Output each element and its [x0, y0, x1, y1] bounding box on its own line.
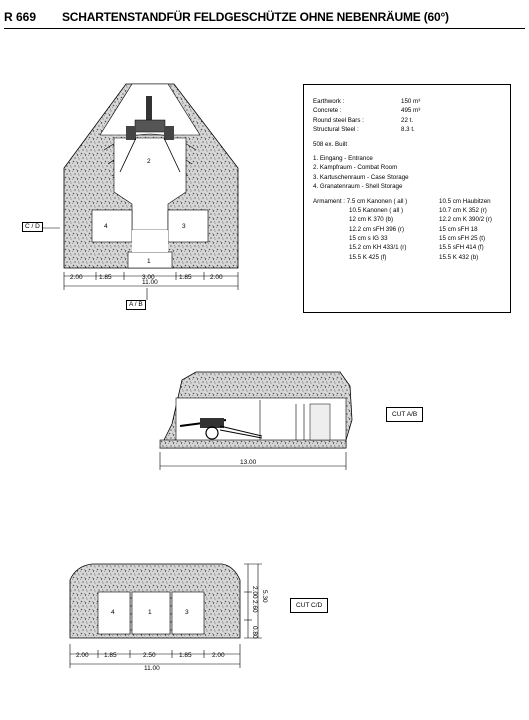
spec-row: Concrete : 495 m³	[313, 107, 421, 115]
plan-room-3: 3	[182, 223, 186, 230]
plan-dim-2: 1.85	[99, 274, 112, 281]
plan-dim-5: 2.00	[210, 274, 223, 281]
armament-row: Armament : 7.5 cm Kanonen ( all ) 10.5 cm Haubitzen	[313, 197, 491, 205]
spec-box	[303, 84, 511, 313]
armament-row: 12 cm K 370 (b) 12.2 cm K 390/2 (r)	[349, 216, 492, 224]
cut-cd-label: CUT C/D	[290, 598, 328, 613]
room-legend-item: 1. Eingang - Entrance	[313, 154, 373, 162]
cutcd-dim-2: 1.85	[104, 652, 117, 659]
cut-ab-total: 13.00	[240, 459, 257, 466]
cutcd-dim-1: 2.00	[76, 652, 89, 659]
built-count: 508 ex. Built	[313, 140, 348, 148]
section-marker-ab: A / B	[126, 300, 146, 310]
armament-row: 15.5 K 425 (f) 15.5 K 432 (b)	[349, 253, 479, 261]
armament-row: 15.2 cm KH 433/1 (r) 15.5 sFH 414 (f)	[349, 244, 484, 252]
room-legend-item: 4. Granatenraum - Shell Storage	[313, 183, 403, 191]
plan-room-4: 4	[104, 223, 108, 230]
room-legend-item: 2. Kampfraum - Combat Room	[313, 164, 398, 172]
section-marker-cd: C / D	[22, 222, 43, 232]
page-title: SCHARTENSTANDFÜR FELDGESCHÜTZE OHNE NEBENRÄUME (60°)	[62, 10, 449, 24]
cutcd-vdim-2: 2.60	[251, 600, 258, 613]
cutcd-room-1: 1	[148, 609, 152, 616]
cutcd-vdim-total: 5.30	[261, 590, 268, 603]
cutcd-dim-5: 2.00	[212, 652, 225, 659]
cutcd-room-3: 3	[185, 609, 189, 616]
spec-row: Structural Steel : 8.3 t.	[313, 126, 415, 134]
plan-dim-total: 11.00	[142, 279, 158, 286]
plan-dim-1: 2.00	[70, 274, 83, 281]
cutcd-room-4: 4	[111, 609, 115, 616]
armament-row: 10.5 Kanonen ( all ) 10.7 cm K 352 (r)	[349, 206, 487, 214]
spec-row: Earthwork : 150 m³	[313, 98, 421, 105]
plan-room-2: 2	[147, 158, 151, 165]
plan-dim-4: 1.85	[179, 274, 192, 281]
cut-ab-section	[160, 372, 352, 470]
armament-row: 15 cm s IG 33 15 cm sFH 25 (t)	[349, 235, 486, 243]
plan-view	[36, 84, 238, 300]
plan-code: R 669	[4, 10, 37, 24]
cutcd-dim-4: 1.85	[179, 652, 192, 659]
plan-dim-3: 3.00	[142, 274, 155, 281]
cut-cd-section	[70, 564, 268, 672]
cutcd-dim-total: 11.00	[144, 665, 160, 672]
cut-ab-label: CUT A/B	[386, 407, 423, 422]
spec-row: Round steel Bars : 22 t.	[313, 116, 414, 124]
cutcd-vdim-3: 0.80	[251, 626, 258, 639]
cutcd-vdim-1: 2.00	[251, 586, 258, 599]
plan-room-1: 1	[147, 258, 151, 265]
cutcd-dim-3: 2.50	[143, 652, 156, 659]
armament-row: 12.2 cm sFH 396 (r) 15 cm sFH 18	[349, 225, 478, 233]
room-legend-item: 3. Kartuschenraum - Case Storage	[313, 173, 409, 181]
